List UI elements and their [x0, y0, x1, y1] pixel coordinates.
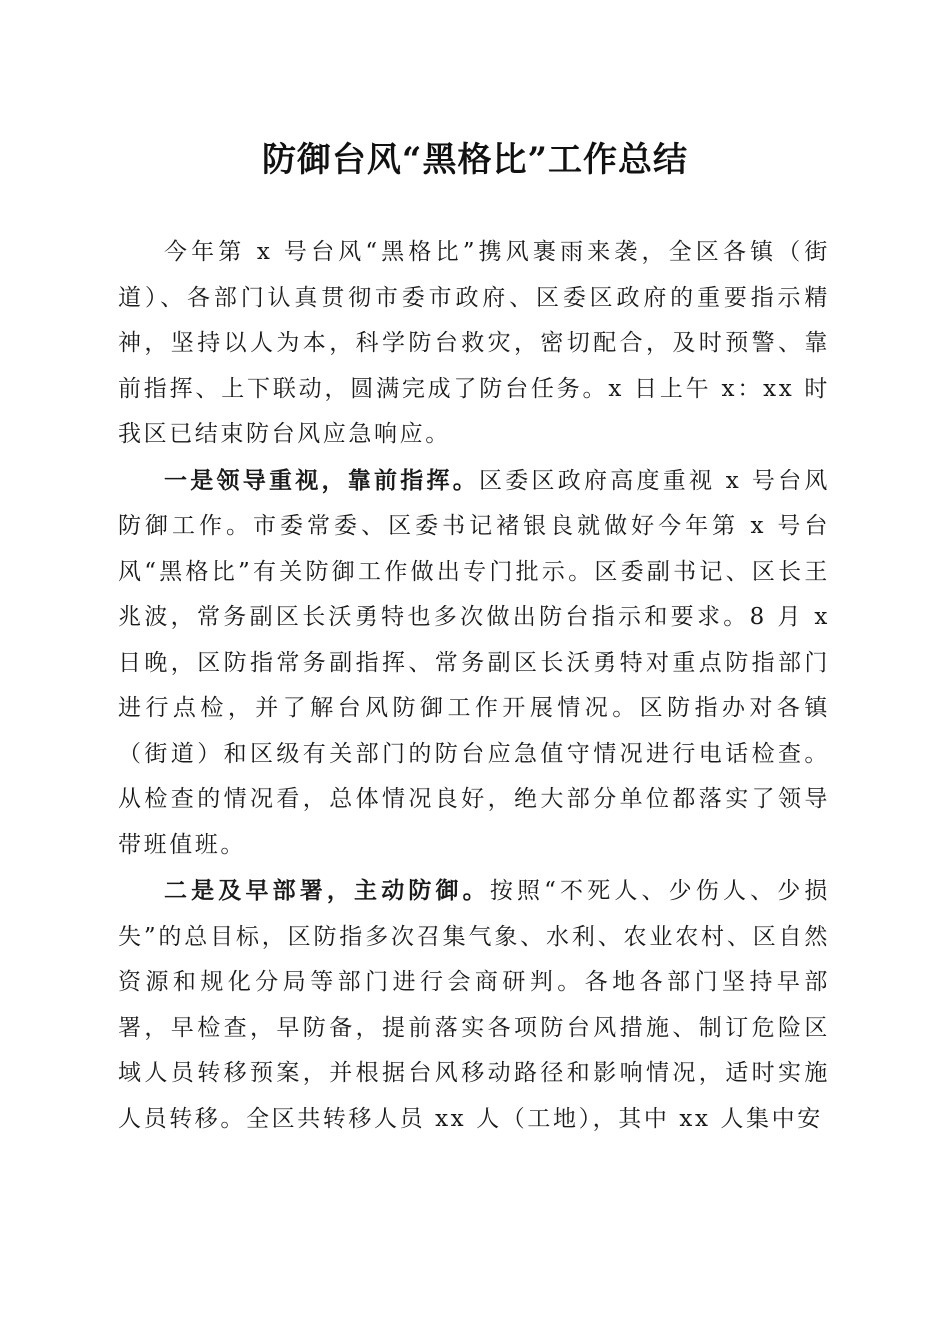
paragraph-leadership-heading: 一是领导重视，靠前指挥。	[164, 466, 479, 494]
paragraph-leadership-text: 区委区政府高度重视 x 号台风防御工作。市委常委、区委书记褚银良就做好今年第 x 号台风“黑格比”有关防御工作做出专门批示。区委副书记、区长王兆波，常务副区长沃勇特也多次做出防台指示和要求。8 月 x 日晚，区防指常务副指挥、常务副区长沃勇特对重点防指部门进行点检，并了解台风防御工作开展情况。区防指办对各镇（街道）和区级有关部门的防台应急值守情况进行电话检查。从检查的情况看，总体情况良好，绝大部分单位都落实了领导带班值班。	[118, 467, 831, 858]
document-body	[118, 230, 830, 1142]
document-title: 防御台风“黑格比”工作总结	[261, 140, 689, 180]
paragraph-intro-text: 今年第 x 号台风“黑格比”携风裹雨来袭，全区各镇（街道）、各部门认真贯彻市委市政府、区委区政府的重要指示精神，坚持以人为本，科学防台救灾，密切配合，及时预警、靠前指挥、上下联动，圆满完成了防台任务。x 日上午 x：xx 时我区已结束防台风应急响应。	[118, 239, 830, 447]
paragraph-deployment	[118, 868, 830, 1142]
paragraph-intro	[118, 230, 830, 458]
paragraph-deployment-text: 按照“不死人、少伤人、少损失”的总目标，区防指多次召集气象、水利、农业农村、区自然资源和规化分局等部门进行会商研判。各地各部门坚持早部署，早检查，早防备，提前落实各项防台风措施、制订危险区域人员转移预案，并根据台风移动路径和影响情况，适时实施人员转移。全区共转移人员 xx 人（工地），其中 xx 人集中安	[118, 878, 831, 1132]
paragraph-deployment-heading: 二是及早部署，主动防御。	[164, 877, 490, 904]
paragraph-leadership	[118, 458, 830, 869]
